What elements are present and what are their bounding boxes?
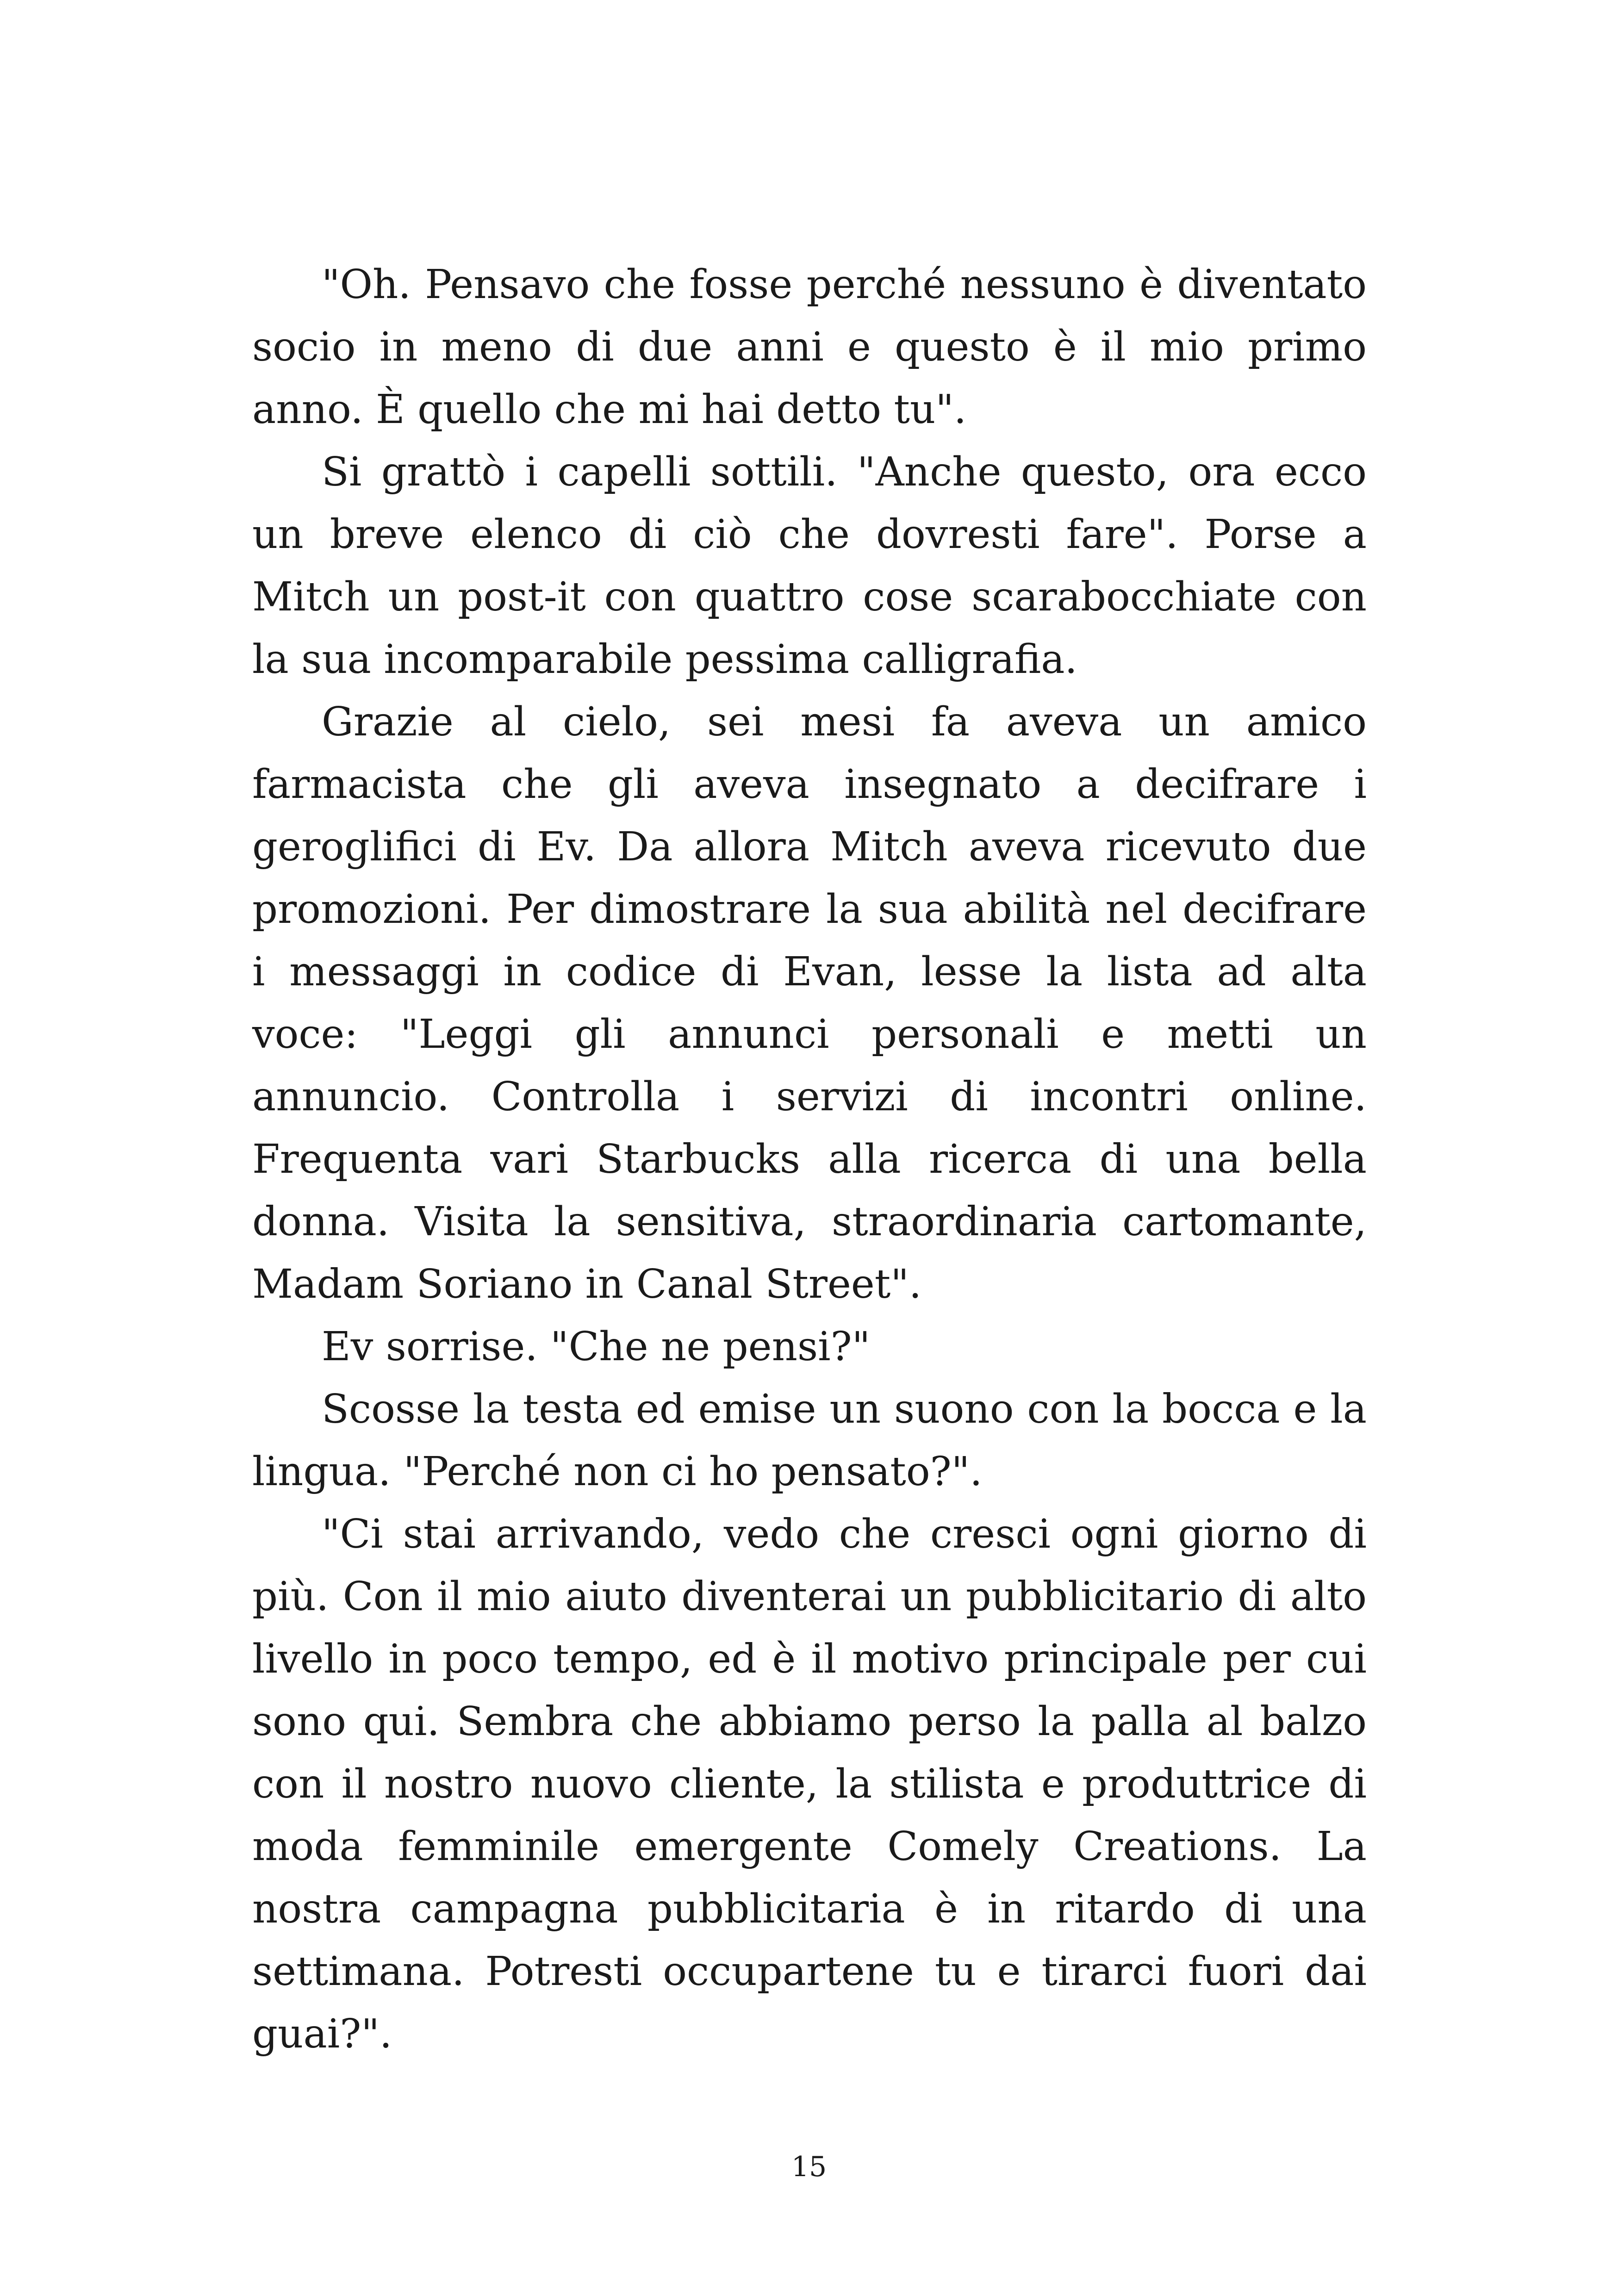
paragraph: "Oh. Pensavo che fosse perché nessuno è diventato socio in meno di due anni e questo è il mio primo anno. È quello che mi hai detto tu". bbox=[252, 261, 1367, 433]
paragraph: "Ci stai arrivando, vedo che cresci ogni giorno di più. Con il mio aiuto diventerai un pubblicitario di alto livello in poco tempo, ed è il motivo principale per cui sono qui. Sembra che abbiamo perso la palla al balzo con il nostro nuovo cliente, la stilista e produttrice di moda femminile emergente Comely Creations. La nostra campagna pubblicitaria è in ritardo di una settimana. Potresti occupartene tu e tirarci fuori dai guai?". bbox=[252, 1511, 1367, 2057]
paragraph: Si grattò i capelli sottili. "Anche questo, ora ecco un breve elenco di ciò che dovresti fare". Porse a Mitch un post-it con quattro cose scarabocchiate con la sua incomparabile pessima calligrafia. bbox=[252, 449, 1367, 683]
paragraph: Ev sorrise. "Che ne pensi?" bbox=[322, 1324, 871, 1370]
body-text bbox=[252, 254, 1367, 2066]
page-number: 15 bbox=[791, 2151, 827, 2183]
paragraph: Scosse la testa ed emise un suono con la bocca e la lingua. "Perché non ci ho pensato?". bbox=[252, 1386, 1367, 1495]
paragraph: Grazie al cielo, sei mesi fa aveva un amico farmacista che gli aveva insegnato a decifrare i geroglifici di Ev. Da allora Mitch aveva ricevuto due promozioni. Per dimostrare la sua abilità nel decifrare i messaggi in codice di Evan, lesse la lista ad alta voce: "Leggi gli annunci personali e metti un annuncio. Controlla i servizi di incontri online. Frequenta vari Starbucks alla ricerca di una bella donna. Visita la sensitiva, straordinaria cartomante, Madam Soriano in Canal Street". bbox=[252, 699, 1367, 1307]
